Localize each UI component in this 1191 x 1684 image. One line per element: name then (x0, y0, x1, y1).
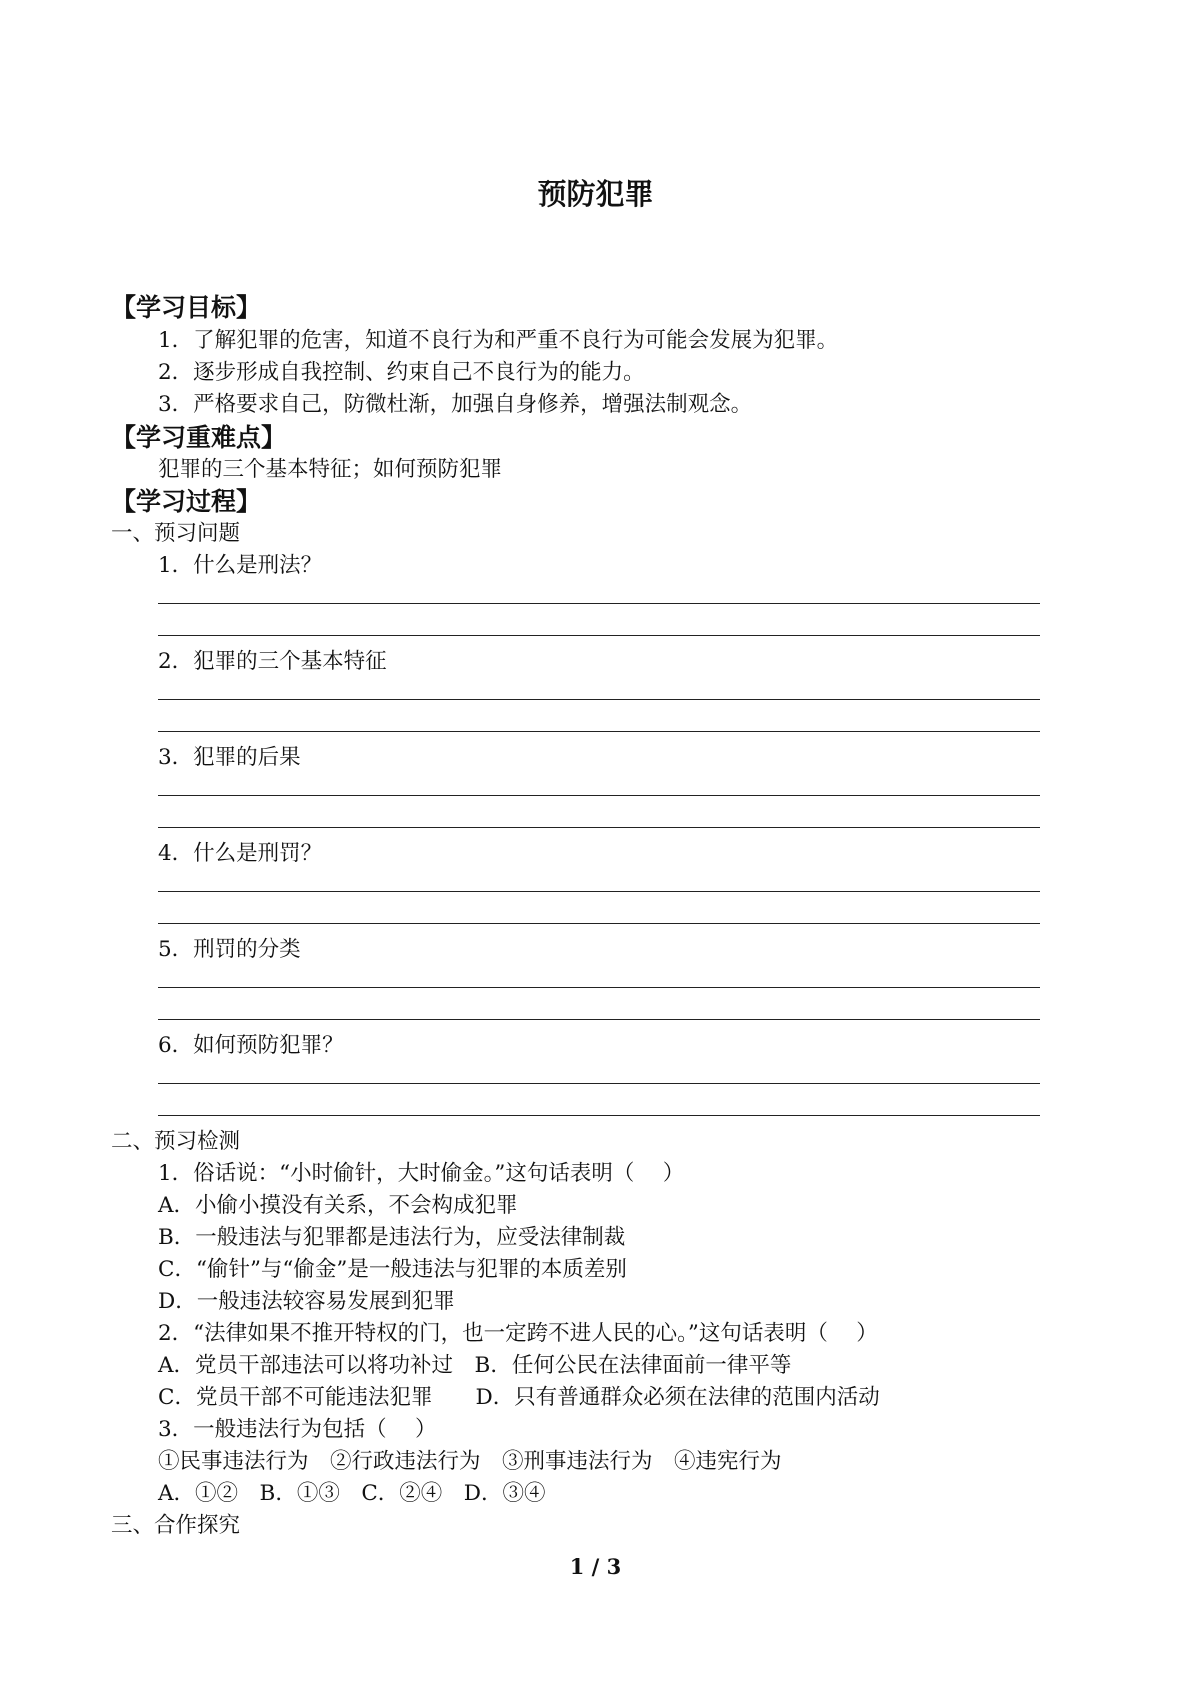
answer-line (158, 731, 1040, 732)
answer-line (158, 891, 1040, 892)
question-option: A．①② B．①③ C．②④ D．③④ (158, 1481, 546, 1506)
preview-question: 4．什么是刑罚？ (158, 841, 323, 866)
question-option: C．党员干部不可能违法犯罪 D．只有普通群众必须在法律的范围内活动 (158, 1385, 880, 1410)
answer-line (158, 1019, 1040, 1020)
answer-line (158, 1083, 1040, 1084)
preview-question: 6．如何预防犯罪？ (158, 1033, 344, 1058)
question-option: D．一般违法较容易发展到犯罪 (158, 1289, 455, 1314)
answer-line (158, 1115, 1040, 1116)
question-stem: 3．一般违法行为包括（ ） (158, 1417, 437, 1442)
preview-question: 3．犯罪的后果 (158, 745, 301, 770)
answer-line (158, 603, 1040, 604)
question-option: B．一般违法与犯罪都是违法行为，应受法律制裁 (158, 1225, 626, 1250)
question-stem: 1．俗话说：“小时偷针，大时偷金。”这句话表明（ ） (158, 1161, 685, 1186)
question-items: ①民事违法行为 ②行政违法行为 ③刑事违法行为 ④违宪行为 (158, 1449, 782, 1474)
objectives-heading: 【学习目标】 (111, 293, 262, 322)
preview-question: 2．犯罪的三个基本特征 (158, 649, 387, 674)
preview-question: 5．刑罚的分类 (158, 937, 301, 962)
question-option: A．党员干部违法可以将功补过 B．任何公民在法律面前一律平等 (158, 1353, 792, 1378)
cooperation-heading: 三、合作探究 (111, 1513, 241, 1538)
key-points-heading: 【学习重难点】 (111, 423, 287, 452)
answer-line (158, 635, 1040, 636)
question-option: A．小偷小摸没有关系，不会构成犯罪 (158, 1193, 518, 1218)
preview-questions-heading: 一、预习问题 (111, 521, 241, 546)
answer-line (158, 987, 1040, 988)
process-heading: 【学习过程】 (111, 487, 262, 516)
key-points-text: 犯罪的三个基本特征；如何预防犯罪 (158, 457, 503, 482)
page-number: 1 / 3 (569, 1554, 622, 1579)
question-option: C．“偷针”与“偷金”是一般违法与犯罪的本质差别 (158, 1257, 627, 1282)
answer-line (158, 699, 1040, 700)
preview-question: 1．什么是刑法？ (158, 553, 323, 578)
answer-line (158, 923, 1040, 924)
objective-item: 1．了解犯罪的危害，知道不良行为和严重不良行为可能会发展为犯罪。 (158, 328, 839, 353)
preview-test-heading: 二、预习检测 (111, 1129, 241, 1154)
answer-line (158, 827, 1040, 828)
objective-item: 2．逐步形成自我控制、约束自己不良行为的能力。 (158, 360, 645, 385)
page-title: 预防犯罪 (537, 177, 654, 211)
answer-line (158, 795, 1040, 796)
objective-item: 3．严格要求自己，防微杜渐，加强自身修养，增强法制观念。 (158, 392, 753, 417)
question-stem: 2．“法律如果不推开特权的门，也一定跨不进人民的心。”这句话表明（ ） (158, 1321, 878, 1346)
